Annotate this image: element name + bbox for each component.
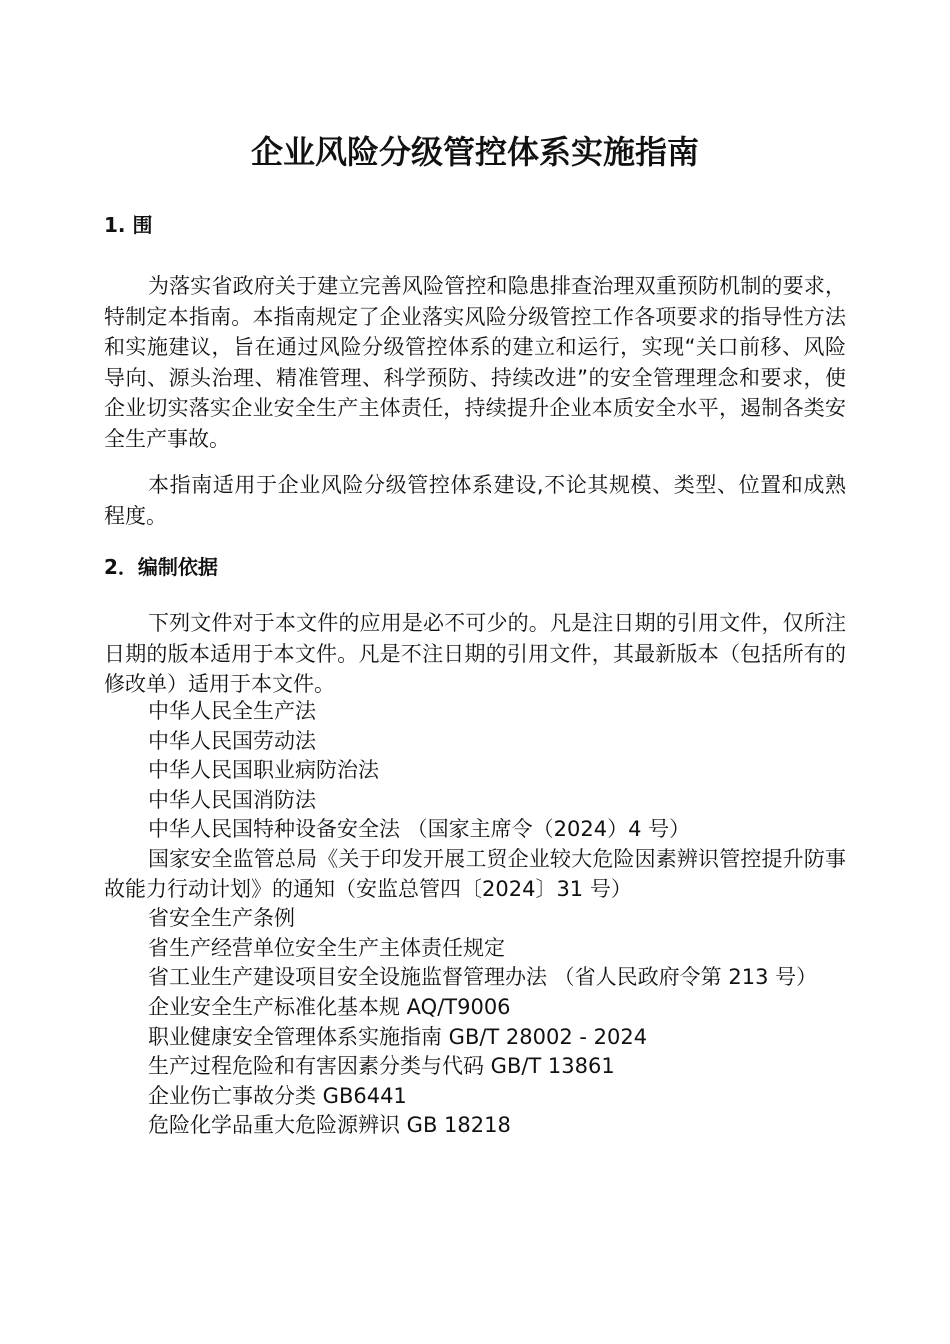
reference-item: 企业安全生产标准化基本规 AQ/T9006 xyxy=(148,994,511,1019)
reference-item: 中华人民国消防法 xyxy=(148,787,316,812)
reference-item: 危险化学品重大危险源辨识 GB 18218 xyxy=(148,1113,511,1138)
reference-item: 省工业生产建设项目安全设施监督管理办法 （省人民政府令第 213 号） xyxy=(148,965,818,990)
reference-item: 中华人民全生产法 xyxy=(148,699,316,723)
reference-item: 企业伤亡事故分类 GB6441 xyxy=(148,1083,407,1108)
paragraph-references-intro: 下列文件对于本文件的应用是必不可少的。凡是注日期的引用文件，仅所注日期的版本适用于本文件。凡是不注日期的引用文件，其最新版本（包括所有的修改单）适用于本文件。 xyxy=(104,611,846,696)
document-title: 企业风险分级管控体系实施指南 xyxy=(250,133,699,171)
reference-item: 省生产经营单位安全生产主体责任规定 xyxy=(148,935,505,960)
reference-item: 中华人民国特种设备安全法 （国家主席令（2024）4 号） xyxy=(148,817,691,842)
reference-item: 国家安全监管总局《关于印发开展工贸企业较大危险因素辨识管控提升防事故能力行动计划》的通知（安监总管四〔2024〕31 号） xyxy=(104,846,846,901)
paragraph-applicability: 本指南适用于企业风险分级管控体系建设,不论其规模、类型、位置和成熟程度。 xyxy=(104,473,846,528)
reference-item: 中华人民国劳动法 xyxy=(148,728,316,753)
paragraph-purpose: 为落实省政府关于建立完善风险管控和隐患排查治理双重预防机制的要求，特制定本指南。本指南规定了企业落实风险分级管控工作各项要求的指导性方法和实施建议，旨在通过风险分级管控体系的建立和运行，实现“关口前移、风险导向、源头治理、精准管理、科学预防、持续改进”的安全管理理念和要求，使企业切实落实企业安全生产主体责任，持续提升企业本质安全水平，遏制各类安全生产事故。 xyxy=(104,274,846,451)
reference-list xyxy=(104,697,846,1141)
reference-item: 中华人民国职业病防治法 xyxy=(148,758,379,783)
section-heading-scope: 1. 围 xyxy=(104,213,153,237)
reference-item: 职业健康安全管理体系实施指南 GB/T 28002 - 2024 xyxy=(148,1024,648,1049)
section-heading-basis: 2．编制依据 xyxy=(104,555,218,579)
reference-item: 省安全生产条例 xyxy=(148,906,295,931)
reference-item: 生产过程危险和有害因素分类与代码 GB/T 13861 xyxy=(148,1054,615,1079)
